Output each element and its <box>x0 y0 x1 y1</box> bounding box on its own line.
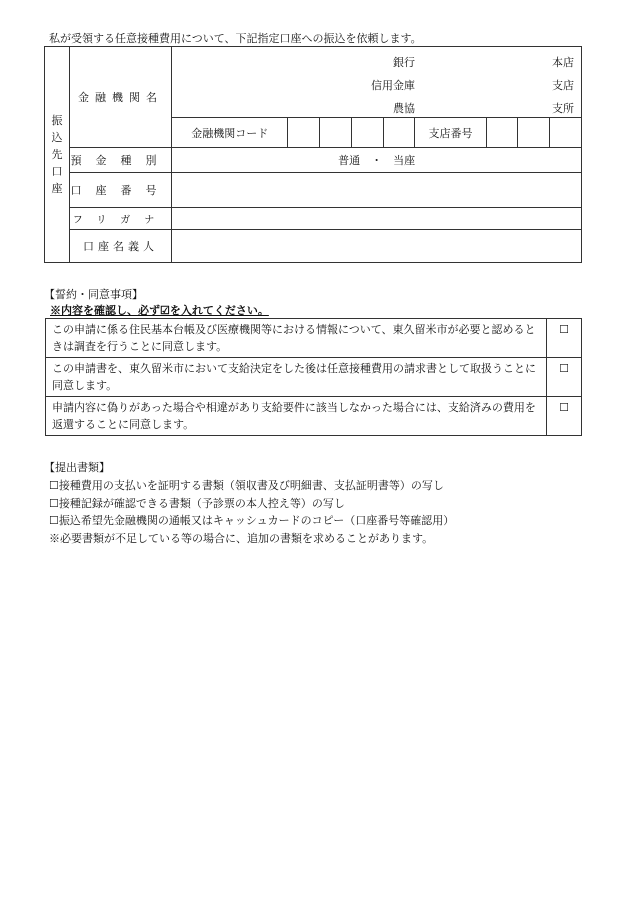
branch-code-digit[interactable] <box>518 118 550 148</box>
branch-code-label: 支店番号 <box>415 118 486 148</box>
document-item[interactable]: ☐接種費用の支払いを証明する書類（領収書及び明細書、支払証明書等）の写し <box>49 479 444 492</box>
institution-code-digit[interactable] <box>383 118 415 148</box>
documents-list <box>49 477 454 547</box>
agreement-heading: 【誓約・同意事項】 <box>44 288 143 301</box>
head-office-option: 本店 <box>552 56 574 69</box>
credit-union-type-option: 信用金庫 <box>371 79 415 92</box>
documents-heading: 【提出書類】 <box>44 461 110 474</box>
intro-text: 私が受領する任意接種費用について、下記指定口座への振込を依頼します。 <box>49 32 422 45</box>
branch-office-option: 支店 <box>552 79 574 92</box>
account-number-label: 口座番号 <box>69 173 171 208</box>
institution-name-label: 金融機関名 <box>69 47 171 148</box>
agreement-checkbox[interactable]: ☐ <box>547 358 582 397</box>
agreement-item-text: この申請に係る住民基本台帳及び医療機関等における情報について、東久留米市が必要と認めるときは調査を行うことに同意します。 <box>46 319 547 358</box>
agreement-item-text: 申請内容に偽りがあった場合や相違があり支給要件に該当しなかった場合には、支給済みの費用を返還することに同意します。 <box>46 397 547 436</box>
agreement-instruction: ※内容を確認し、必ず☑を入れてください。 <box>50 304 269 317</box>
side-char: 先 <box>51 148 63 161</box>
branch-code-digit[interactable] <box>550 118 582 148</box>
agreement-checkbox[interactable]: ☐ <box>547 319 582 358</box>
side-char: 口 <box>51 165 63 178</box>
institution-code-digit[interactable] <box>351 118 383 148</box>
agreement-checkbox[interactable]: ☐ <box>547 397 582 436</box>
account-holder-label: 口座名義人 <box>69 230 171 263</box>
account-number-field[interactable] <box>172 173 582 208</box>
documents-note: ※必要書類が不足している等の場合に、追加の書類を求めることがあります。 <box>49 531 434 545</box>
institution-code-digit[interactable] <box>288 118 320 148</box>
institution-code-digit[interactable] <box>320 118 352 148</box>
document-item[interactable]: ☐接種記録が確認できる書類（予診票の本人控え等）の写し <box>49 496 345 510</box>
side-char: 込 <box>51 131 63 144</box>
institution-name-field[interactable] <box>172 47 582 118</box>
bank-account-table <box>44 46 582 263</box>
side-char: 振 <box>51 114 63 127</box>
deposit-type-label: 預金種別 <box>69 148 171 173</box>
deposit-type-field[interactable]: 普通 ・ 当座 <box>172 148 582 173</box>
bank-type-option: 銀行 <box>393 56 415 69</box>
agri-coop-type-option: 農協 <box>393 102 415 115</box>
account-holder-field[interactable] <box>172 230 582 263</box>
sub-branch-option: 支所 <box>552 102 574 115</box>
agreement-table <box>45 318 582 436</box>
institution-code-label: 金融機関コード <box>172 118 288 148</box>
document-item[interactable]: ☐振込希望先金融機関の通帳又はキャッシュカードのコピー（口座番号等確認用） <box>49 514 455 527</box>
side-char: 座 <box>51 182 63 195</box>
furigana-label: フリガナ <box>69 208 171 230</box>
branch-code-digit[interactable] <box>486 118 518 148</box>
agreement-item-text: この申請書を、東久留米市において支給決定をした後は任意接種費用の請求書として取扱うことに同意します。 <box>46 358 547 397</box>
furigana-field[interactable] <box>172 208 582 230</box>
transfer-account-side-label <box>45 47 70 263</box>
